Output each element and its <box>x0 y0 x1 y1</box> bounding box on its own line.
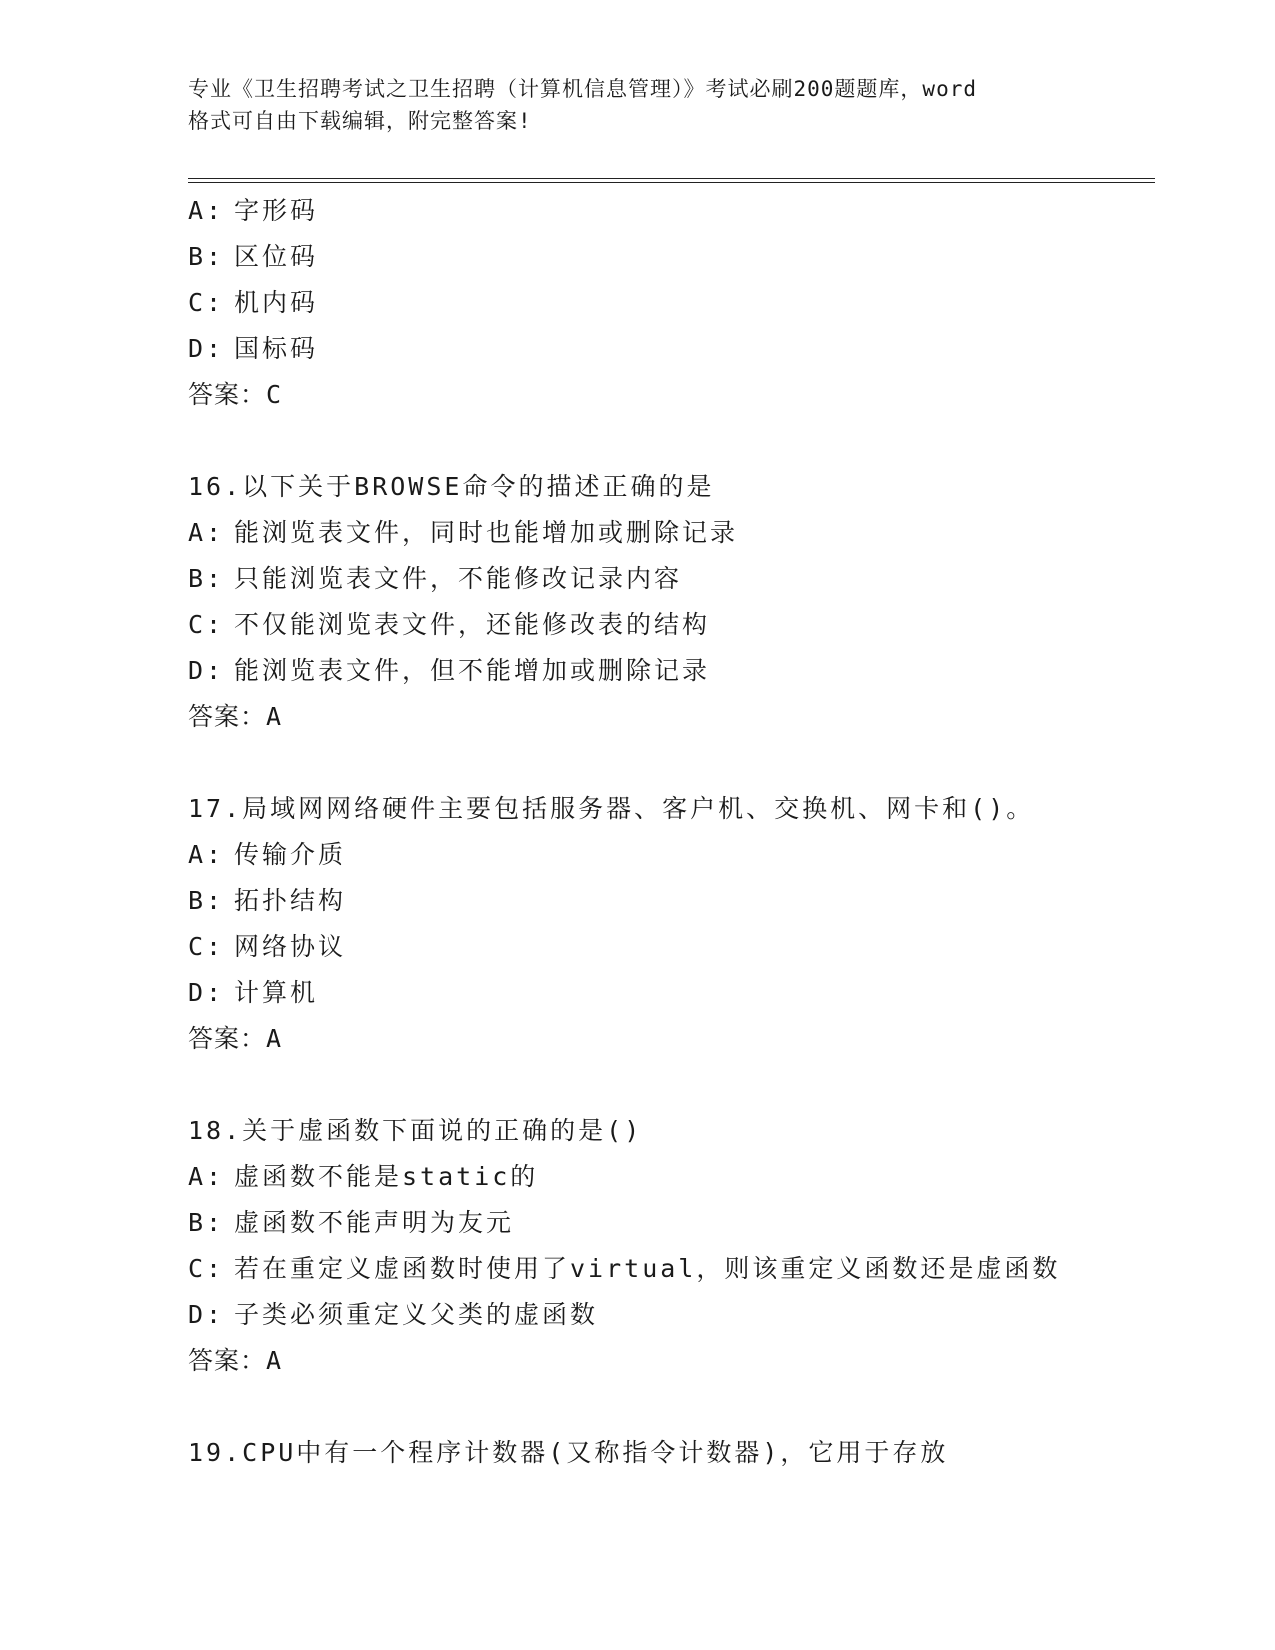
option-label: C: <box>188 610 225 639</box>
spacer <box>188 1384 1168 1430</box>
header-line-2: 格式可自由下载编辑，附完整答案! <box>188 109 532 133</box>
question-16-block <box>188 464 1168 740</box>
answer-value: A <box>266 702 283 731</box>
question-content <box>188 188 1168 1476</box>
question-stem: 17.局域网网络硬件主要包括服务器、客户机、交换机、网卡和()。 <box>188 794 1035 823</box>
answer-value: A <box>266 1346 283 1375</box>
option-text: 子类必须重定义父类的虚函数 <box>234 1300 599 1329</box>
option-text: 虚函数不能是static的 <box>234 1162 539 1191</box>
answer-label: 答案： <box>188 702 267 731</box>
option-label: B: <box>188 564 225 593</box>
option-text: 能浏览表文件，但不能增加或删除记录 <box>234 656 711 685</box>
option-c <box>188 1246 1168 1292</box>
option-d <box>188 326 1168 372</box>
option-label: D: <box>188 656 225 685</box>
question-19-block <box>188 1430 1168 1476</box>
answer-label: 答案： <box>188 380 267 409</box>
option-d <box>188 1292 1168 1338</box>
option-text: 只能浏览表文件，不能修改记录内容 <box>234 564 683 593</box>
answer-value: A <box>266 1024 283 1053</box>
option-b <box>188 1200 1168 1246</box>
option-label: D: <box>188 978 225 1007</box>
option-label: A: <box>188 1162 225 1191</box>
question-17-block <box>188 786 1168 1062</box>
option-label: B: <box>188 242 225 271</box>
answer-label: 答案： <box>188 1346 267 1375</box>
option-d <box>188 648 1168 694</box>
option-a <box>188 188 1168 234</box>
option-a <box>188 832 1168 878</box>
option-label: A: <box>188 196 225 225</box>
spacer <box>188 740 1168 786</box>
answer-line <box>188 372 1168 418</box>
option-text: 区位码 <box>234 242 319 271</box>
question-18-block <box>188 1108 1168 1384</box>
option-text: 若在重定义虚函数时使用了virtual，则该重定义函数还是虚函数 <box>234 1254 1061 1283</box>
option-a <box>188 510 1168 556</box>
option-b <box>188 878 1168 924</box>
header-divider <box>188 178 1155 183</box>
option-b <box>188 556 1168 602</box>
question-stem: 16.以下关于BROWSE命令的描述正确的是 <box>188 472 715 501</box>
option-text: 虚函数不能声明为友元 <box>234 1208 515 1237</box>
spacer <box>188 418 1168 464</box>
answer-line <box>188 1338 1168 1384</box>
option-text: 不仅能浏览表文件，还能修改表的结构 <box>234 610 711 639</box>
question-stem: 18.关于虚函数下面说的正确的是() <box>188 1116 643 1145</box>
answer-line <box>188 694 1168 740</box>
option-label: D: <box>188 334 225 363</box>
option-a <box>188 1154 1168 1200</box>
option-d <box>188 970 1168 1016</box>
option-label: B: <box>188 886 225 915</box>
option-label: D: <box>188 1300 225 1329</box>
option-label: A: <box>188 840 225 869</box>
question-15-block <box>188 188 1168 418</box>
option-label: C: <box>188 1254 225 1283</box>
option-label: C: <box>188 288 225 317</box>
option-text: 机内码 <box>234 288 319 317</box>
option-c <box>188 280 1168 326</box>
answer-label: 答案： <box>188 1024 267 1053</box>
option-b <box>188 234 1168 280</box>
answer-value: C <box>266 380 283 409</box>
option-label: C: <box>188 932 225 961</box>
option-text: 国标码 <box>234 334 319 363</box>
option-c <box>188 924 1168 970</box>
spacer <box>188 1062 1168 1108</box>
page-header <box>188 73 1088 137</box>
answer-line <box>188 1016 1168 1062</box>
option-text: 字形码 <box>234 196 319 225</box>
option-label: B: <box>188 1208 225 1237</box>
question-stem: 19.CPU中有一个程序计数器(又称指令计数器)，它用于存放 <box>188 1438 949 1467</box>
option-text: 拓扑结构 <box>234 886 347 915</box>
option-text: 能浏览表文件，同时也能增加或删除记录 <box>234 518 739 547</box>
option-label: A: <box>188 518 225 547</box>
option-c <box>188 602 1168 648</box>
header-line-1: 专业《卫生招聘考试之卫生招聘（计算机信息管理）》考试必刷200题题库，word <box>188 77 977 101</box>
option-text: 网络协议 <box>234 932 347 961</box>
option-text: 计算机 <box>234 978 319 1007</box>
option-text: 传输介质 <box>234 840 347 869</box>
